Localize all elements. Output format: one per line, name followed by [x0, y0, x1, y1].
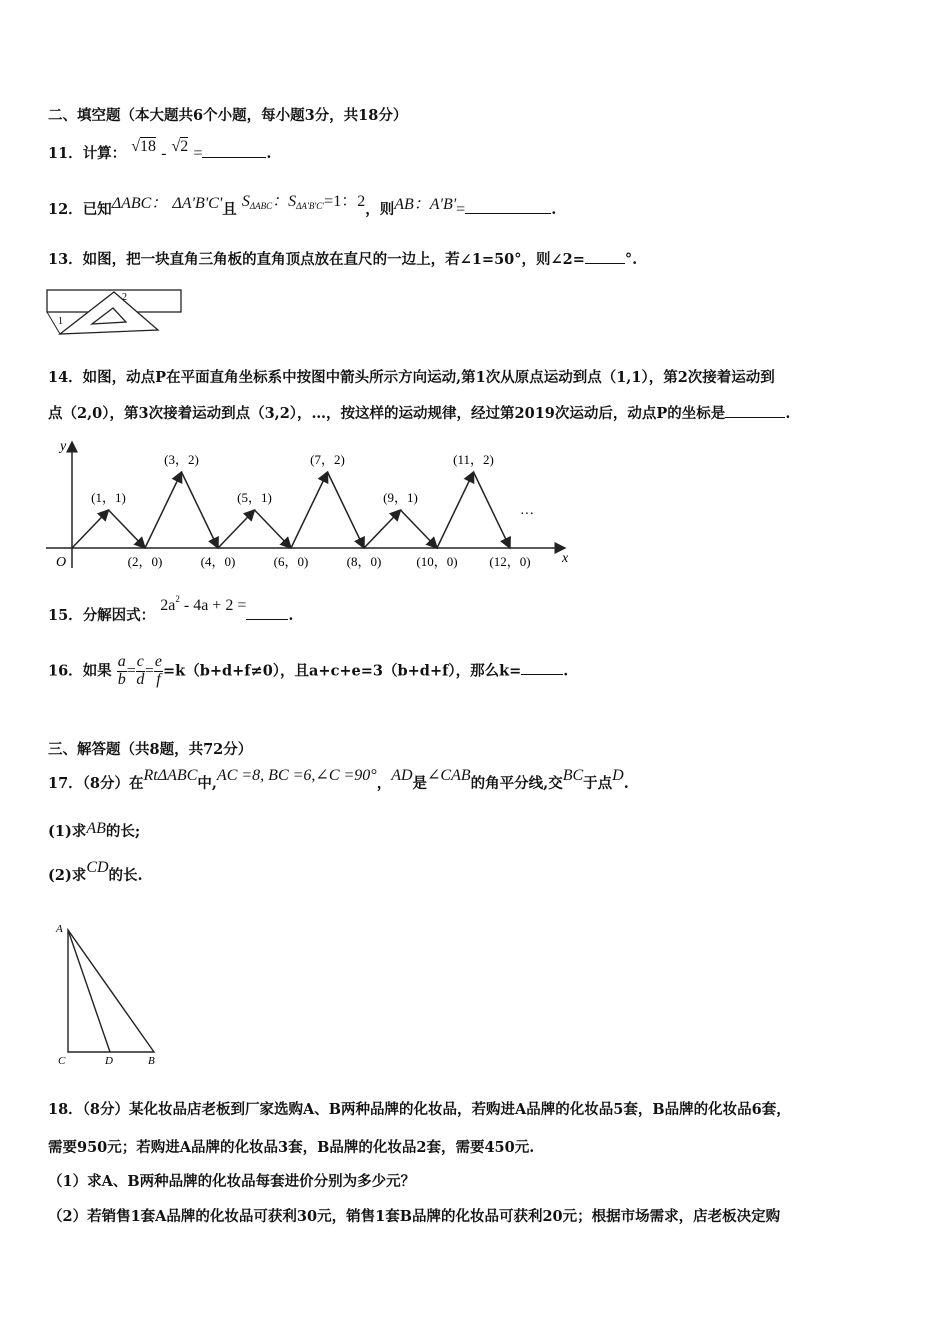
path-segment	[72, 510, 109, 548]
section-3-title: 三、解答题（共8题，共72分）	[48, 741, 253, 758]
path-segment	[218, 510, 255, 548]
question-12	[48, 193, 557, 219]
zero-point-label: (6，0)	[273, 554, 309, 569]
q11-number: 11．	[48, 145, 83, 162]
q11-answer-blank[interactable]	[202, 143, 266, 158]
q15-number: 15．	[48, 607, 83, 624]
motion-path-chart	[40, 436, 580, 576]
q12-triangle-abc: ΔABC：	[111, 195, 168, 212]
path-segment	[401, 510, 438, 548]
peak-point-label: (7，2)	[310, 452, 345, 467]
peak-point-label: (3，2)	[164, 452, 199, 467]
path-segment	[474, 472, 511, 548]
path-segment	[328, 472, 365, 548]
point-d: D	[105, 1055, 113, 1067]
q16-fraction-c-d: $\frac{c}{d}$	[136, 653, 145, 688]
path-segment	[182, 472, 219, 548]
ellipsis: ···	[520, 507, 534, 522]
section-2-title: 二、填空题（本大题共6个小题，每小题3分，共18分）	[48, 107, 408, 124]
right-triangle-figure	[52, 918, 172, 1068]
q11-sqrt-18: √18	[131, 138, 157, 155]
q12-ask: AB：A'B'	[394, 196, 457, 213]
q12-label: 已知	[82, 201, 112, 218]
q12-answer-blank[interactable]	[465, 199, 551, 214]
path-segment	[109, 510, 146, 548]
q17-part-2: (2)求CD的长.	[48, 859, 143, 884]
q17-part-1: (1)求AB的长;	[48, 820, 141, 840]
q16-fraction-a-b: $\frac{a}{b}$	[117, 653, 126, 688]
question-14-line-1: 14．如图，动点P在平面直角坐标系中按图中箭头所示方向运动,第1次从原点运动到点（1,1），第2次接着运动到	[48, 369, 775, 386]
q15-expression: $2a^2 - 4a + 2$ =	[160, 594, 247, 614]
q12-end: .	[551, 201, 557, 218]
q12-and: 且	[222, 201, 237, 218]
y-axis-label: y	[60, 439, 67, 454]
q12-number: 12．	[48, 201, 83, 218]
peak-point-label: (5，1)	[237, 490, 272, 505]
q17-conditions: AC =8, BC =6,∠C =90°	[216, 767, 377, 784]
zero-point-label: (10，0)	[416, 554, 458, 569]
q16-label: 如果	[82, 662, 112, 680]
q13-answer-blank[interactable]	[585, 249, 625, 264]
angle-2-label: 2	[122, 292, 127, 303]
q15-answer-blank[interactable]	[246, 605, 288, 620]
path-segment	[364, 510, 401, 548]
q16-condition: =k（b+d+f≠0），且a+c+e=3（b+d+f），那么k=	[163, 662, 522, 680]
zero-point-label: (4，0)	[200, 554, 236, 569]
question-14-line-2: 点（2,0），第3次接着运动到点（3,2），…，按这样的运动规律，经过第2019次运动后，动点P的坐标是 .	[48, 405, 791, 422]
q12-then: ，则	[365, 201, 395, 218]
zero-point-label: (8，0)	[346, 554, 382, 569]
q11-minus: -	[161, 145, 167, 162]
path-segment	[291, 472, 328, 548]
question-18-part-2: （2）若销售1套A品牌的化妆品可获利30元，销售1套B品牌的化妆品可获利20元；根据市场需求，店老板决定购	[48, 1208, 781, 1225]
question-17: 17．（8分）在RtΔABC中,AC =8, BC =6,∠C =90°，AD是∠CAB的角平分线,交BC于点D.	[48, 767, 629, 792]
q16-number: 16．	[48, 662, 83, 680]
q11-label: 计算：	[82, 145, 127, 162]
peak-point-label: (11，2)	[453, 452, 494, 467]
peak-point-label: (1，1)	[91, 490, 126, 505]
zero-point-label: (2，0)	[127, 554, 163, 569]
path-segment	[145, 472, 182, 548]
path-segment	[437, 472, 474, 548]
vertex-b: B	[148, 1055, 155, 1067]
question-18-part-1: （1）求A、B两种品牌的化妆品每套进价分别为多少元？	[48, 1173, 416, 1190]
x-axis-label: x	[562, 551, 569, 566]
q12-area-ratio: $S_{\Delta ABC}$：$S_{\Delta A'B'C'}=1$：2	[241, 193, 366, 211]
angle-1-label: 1	[58, 316, 63, 327]
q12-equals: =	[456, 201, 466, 218]
path-segment	[255, 510, 292, 548]
q13-text: 13．如图，把一块直角三角板的直角顶点放在直尺的一边上，若∠1=50°，则∠2=	[48, 251, 585, 268]
q16-fraction-e-f: $\frac{e}{f}$	[154, 653, 163, 688]
question-16: 16．如果 $\frac{a}{b}$ = $\frac{c}{d}$ = $\frac{e}{f}$ =k（b+d+f≠0），且a+c+e=3（b+d+f），那么k= .	[48, 653, 569, 688]
q13-end: °.	[624, 251, 638, 268]
question-15	[48, 594, 294, 625]
q16-end: .	[563, 662, 569, 680]
angle-bisector-ad	[68, 930, 110, 1052]
q11-equals: =	[193, 145, 203, 162]
question-13	[48, 248, 637, 269]
question-11	[48, 138, 272, 163]
question-18-line-1: 18．（8分）某化妆品店老板到厂家选购A、B两种品牌的化妆品，若购进A品牌的化妆品5套，B品牌的化妆品6套，	[48, 1101, 791, 1118]
peak-point-label: (9，1)	[383, 490, 418, 505]
origin-label: O	[56, 555, 67, 570]
vertex-c: C	[58, 1055, 66, 1067]
q17-rt-triangle: RtΔABC	[143, 767, 198, 784]
q12-triangle-abc-prime: ΔA'B'C'	[172, 195, 223, 212]
q15-end: .	[288, 607, 294, 624]
q11-sqrt-2: √2	[171, 138, 189, 155]
ruler-triangle-figure	[46, 286, 186, 342]
q14-answer-blank[interactable]	[725, 403, 785, 418]
q15-label: 分解因式：	[82, 607, 156, 624]
question-18-line-2: 需要950元；若购进A品牌的化妆品3套，B品牌的化妆品2套，需要450元.	[48, 1139, 535, 1156]
vertex-a: A	[56, 923, 63, 935]
zero-point-label: (12，0)	[489, 554, 531, 569]
q11-end: .	[266, 145, 272, 162]
q16-answer-blank[interactable]	[521, 660, 563, 675]
